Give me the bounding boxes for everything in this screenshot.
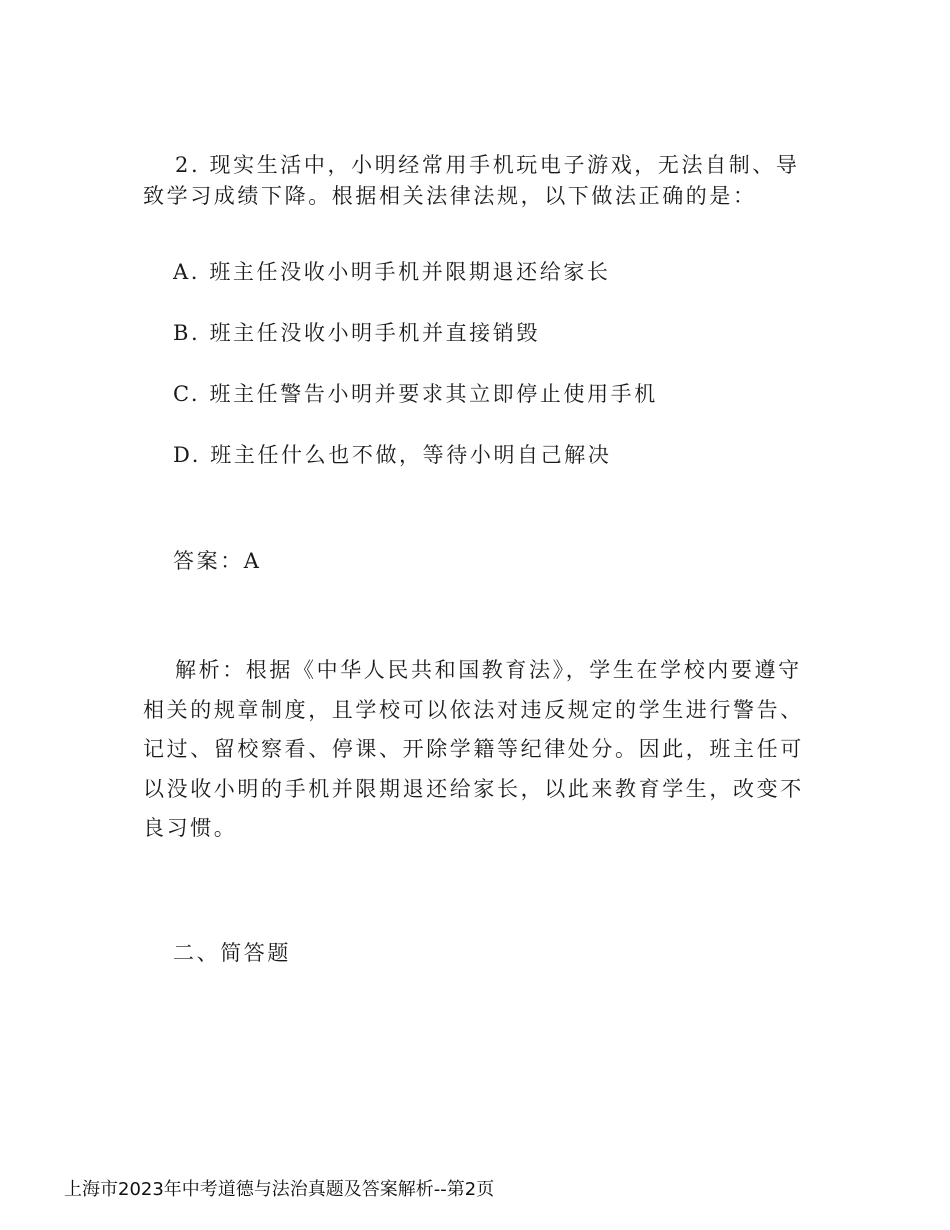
option-b: B. 班主任没收小明手机并直接销毁 [173,321,540,345]
option-c: C. 班主任警告小明并要求其立即停止使用手机 [173,382,658,406]
option-a: A. 班主任没收小明手机并限期退还给家长 [173,260,611,284]
analysis-text: 解析：根据《中华人民共和国教育法》，学生在学校内要遵守相关的规章制度，且学校可以依法对违反规定的学生进行警告、记过、留校察看、停课、开除学籍等纪律处分。因此，班主任可以没收小明的手机并限期退还给家长，以此来教育学生，改变不良习惯。 [143,658,804,840]
question-text: 2. 现实生活中，小明经常用手机玩电子游戏，无法自制、导致学习成绩下降。根据相关法律法规，以下做法正确的是： [143,153,800,208]
section-heading: 二、简答题 [173,941,291,965]
option-d: D. 班主任什么也不做，等待小明自己解决 [173,443,612,467]
page-footer: 上海市2023年中考道德与法治真题及答案解析--第2页 [64,1179,495,1200]
answer-text: 答案：A [173,549,262,573]
